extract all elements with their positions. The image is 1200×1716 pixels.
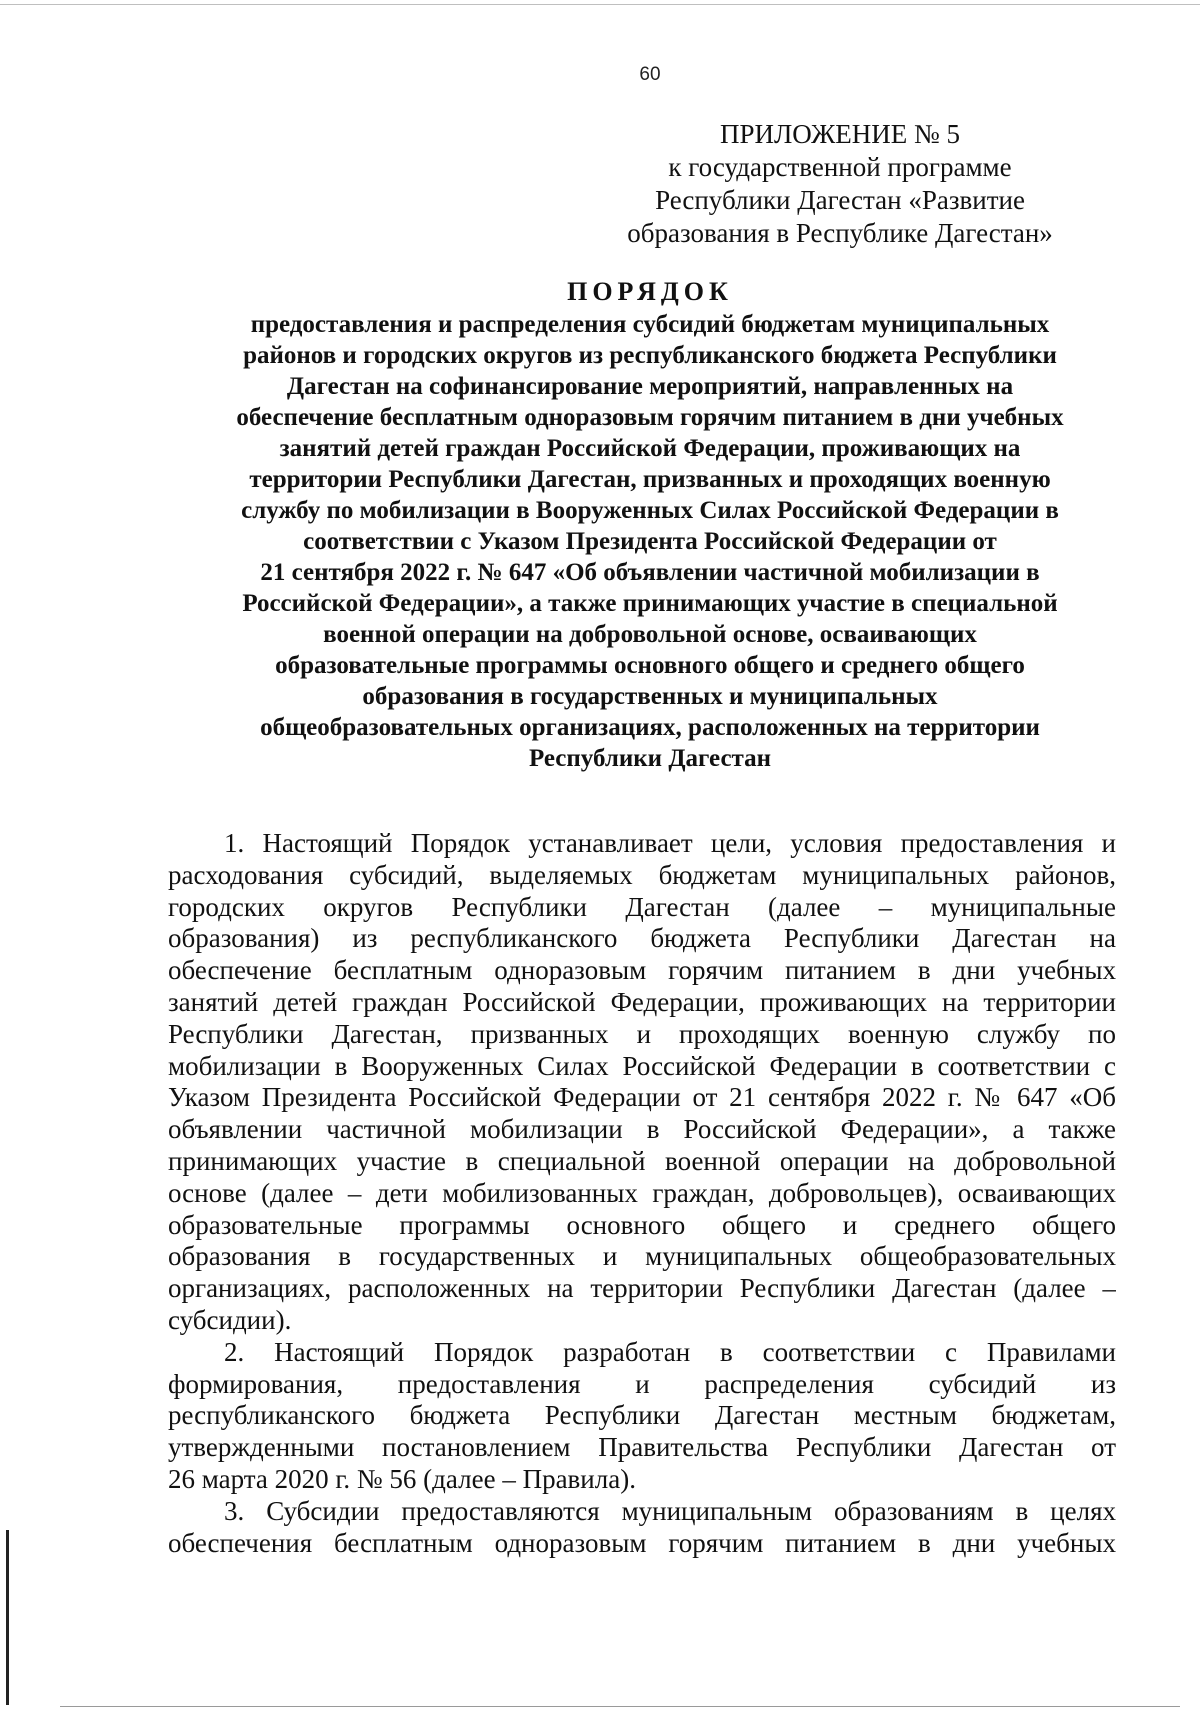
heading-line: Дагестан на софинансирование мероприятий, направленных на (286, 373, 1014, 400)
text-line: образования) из республиканского бюджета Республики Дагестан на (168, 923, 1116, 954)
scan-edge-bottom (60, 1706, 1180, 1707)
heading-line: предоставления и распределения субсидий бюджетам муниципальных (250, 311, 1050, 338)
heading-line: Российской Федерации», а также принимающих участие в специальной (242, 590, 1058, 617)
page-number: 60 (639, 64, 661, 85)
text-line: основе (далее – дети мобилизованных граждан, добровольцев), осваивающих (168, 1177, 1116, 1208)
text-line: Указом Президента Российской Федерации от 21 сентября 2022 г. № 647 «Об (168, 1082, 1116, 1113)
text-line: объявлении частичной мобилизации в Российской Федерации», а также (168, 1114, 1116, 1145)
appendix-line: образования в Республике Дагестан» (627, 218, 1053, 248)
heading-line: службу по мобилизации в Вооруженных Силах Российской Федерации в (241, 497, 1059, 524)
heading-line: обеспечение бесплатным одноразовым горячим питанием в дни учебных (236, 404, 1064, 431)
text-line: обеспечение бесплатным одноразовым горячим питанием в дни учебных (168, 955, 1116, 986)
text-line: городских округов Республики Дагестан (далее – муниципальные (168, 891, 1116, 922)
heading-line: образования в государственных и муниципальных (362, 683, 938, 710)
text-line: 1. Настоящий Порядок устанавливает цели, условия предоставления и (224, 828, 1116, 858)
text-line: расходования субсидий, выделяемых бюджетам муниципальных районов, (168, 859, 1116, 890)
text-line: образования в государственных и муниципальных общеобразовательных (168, 1241, 1116, 1272)
heading-line: районов и городских округов из республиканского бюджета Республики (243, 342, 1057, 369)
text-line: республиканского бюджета Республики Дагестан местным бюджетам, (168, 1400, 1116, 1431)
scan-edge-left (6, 1530, 9, 1705)
text-line: 3. Субсидии предоставляются муниципальным образованиям в целях (224, 1495, 1116, 1526)
document-heading (150, 276, 1150, 774)
appendix-title: ПРИЛОЖЕНИЕ № 5 (719, 119, 961, 149)
paragraph-2 (168, 1337, 1116, 1496)
heading-line: территории Республики Дагестан, призванных и проходящих военную (249, 466, 1051, 493)
paragraph-3 (168, 1496, 1116, 1560)
appendix-block (600, 118, 1080, 250)
text-line: субсидии). (168, 1304, 292, 1335)
text-line: обеспечения бесплатным одноразовым горячим питанием в дни учебных (168, 1527, 1116, 1558)
text-line: Республики Дагестан, призванных и проходящих военную службу по (168, 1018, 1116, 1049)
text-line: занятий детей граждан Российской Федерации, проживающих на территории (168, 986, 1116, 1017)
appendix-line: к государственной программе (668, 152, 1012, 182)
text-line: образовательные программы основного общего и среднего общего (168, 1209, 1116, 1240)
heading-line: образовательные программы основного общего и среднего общего (275, 652, 1025, 679)
heading-line: соответствии с Указом Президента Российской Федерации от (303, 528, 997, 555)
heading-line: Республики Дагестан (528, 745, 772, 772)
appendix-line: Республики Дагестан «Развитие (655, 185, 1025, 215)
text-line: 26 марта 2020 г. № 56 (далее – Правила). (168, 1463, 636, 1494)
paragraph-1 (168, 828, 1116, 1337)
text-line: утвержденными постановлением Правительства Республики Дагестан от (168, 1432, 1116, 1463)
text-line: принимающих участие в специальной военной операции на добровольной (168, 1145, 1116, 1176)
scan-edge-top (0, 4, 1200, 5)
text-line: формирования, предоставления и распределения субсидий из (168, 1368, 1116, 1399)
heading-title: ПОРЯДОК (567, 277, 733, 306)
heading-line: военной операции на добровольной основе, осваивающих (323, 621, 977, 648)
heading-line: 21 сентября 2022 г. № 647 «Об объявлении частичной мобилизации в (260, 559, 1040, 586)
document-body (168, 828, 1116, 1559)
heading-line: общеобразовательных организациях, расположенных на территории (260, 714, 1040, 741)
heading-line: занятий детей граждан Российской Федерации, проживающих на (279, 435, 1021, 462)
text-line: 2. Настоящий Порядок разработан в соответствии с Правилами (224, 1336, 1116, 1367)
text-line: организациях, расположенных на территории Республики Дагестан (далее – (168, 1273, 1116, 1304)
text-line: мобилизации в Вооруженных Силах Российской Федерации в соответствии с (168, 1050, 1116, 1081)
